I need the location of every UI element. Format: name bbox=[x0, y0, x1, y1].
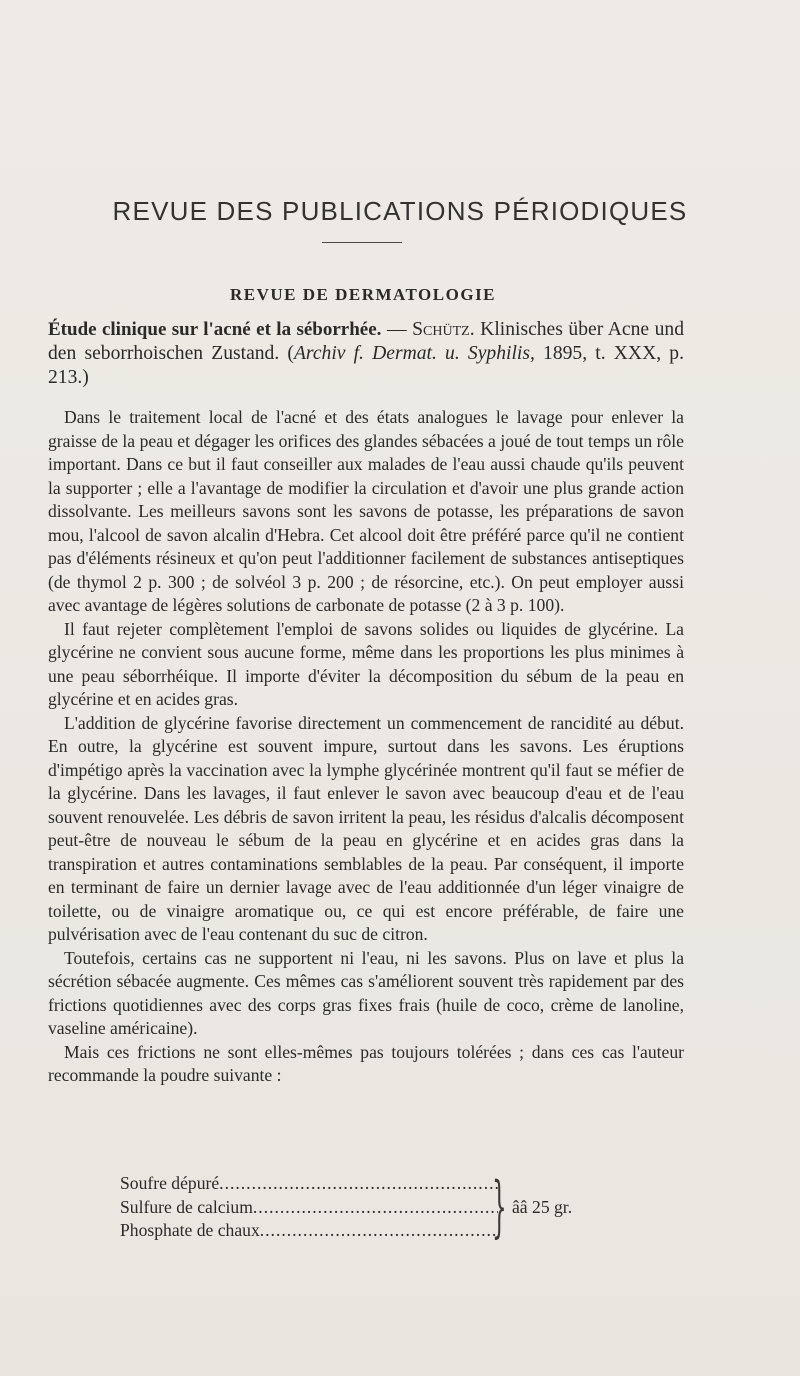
article-author: Schütz. bbox=[412, 319, 475, 340]
section-heading: REVUE DE DERMATOLOGIE bbox=[229, 285, 497, 304]
leader-dots bbox=[219, 1172, 498, 1196]
german-title: Klinisches über Acne und den seborrhoischen Zustand. ( bbox=[48, 319, 685, 364]
prescription-recipe bbox=[120, 1168, 600, 1245]
paragraph-4: Toutefois, certains cas ne supportent ni l'eau, ni les savons. Plus on lave et plus la sécrétion sébacée augmente. Ces mêmes cas s'améliorent souvent très rapidement par des frictions quotidiennes avec des corps gras fixes frais (huile de coco, crème de lanoline, vaseline américaine). bbox=[48, 947, 684, 1038]
article-title: Étude clinique sur l'acné et la séborrhée. bbox=[48, 319, 382, 340]
recipe-item bbox=[120, 1172, 498, 1196]
recipe-item bbox=[120, 1196, 498, 1220]
recipe-item bbox=[120, 1219, 498, 1243]
paragraph-5: Mais ces frictions ne sont elles-mêmes pas toujours tolérées ; dans ces cas l'auteur recommande la poudre suivante : bbox=[48, 1041, 684, 1085]
article-body bbox=[48, 406, 684, 1088]
citation-dash: — bbox=[381, 319, 413, 340]
paragraph-3: L'addition de glycérine favorise directement un commencement de rancidité au début. En outre, la glycérine est souvent impure, surtout dans les savons. Les éruptions d'impétigo après la vaccination avec la lymphe glycérinée montrent qu'il faut se méfier de la glycérine. Dans les lavages, il faut enlever le savon avec beaucoup d'eau et de l'eau souvent renouvelée. Les débris de savon irritent la peau, les résidus d'alcalis décomposent peut-être de nouveau le sébum de la peau en glycérine et en acides gras dans la transpiration et autres contaminations semblables de la peau. Par conséquent, il importe en terminant de faire un dernier lavage avec de l'eau additionnée d'un léger vinaigre de toilette, ou de vinaigre aromatique ou, ce qui est encore préférable, de faire une pulvérisation avec de l'eau contenant du suc de citron. bbox=[48, 712, 684, 944]
paragraph-1: Dans le traitement local de l'acné et des états analogues le lavage pour enlever la graisse de la peau et dégager les orifices des glandes sébacées a joué de tout temps un rôle important. Dans ce but il faut conseiller aux malades de l'eau aussi chaude qu'ils peuvent la supporter ; elle a l'avantage de modifier la circulation et d'avoir une plus grande action dissolvante. Les meilleurs savons sont les savons de potasse, les préparations de savon mou, l'alcool de savon alcalin d'Hebra. Cet alcool doit être préféré parce qu'il ne contient pas d'éléments résineux et qu'on peut l'additionner facilement de substances antiseptiques (de thymol 2 p. 300 ; de solvéol 3 p. 200 ; de résorcine, etc.). On peut employer aussi avec avantage de légères solutions de carbonate de potasse (2 à 3 p. 100). bbox=[48, 407, 684, 615]
recipe-item-name: Sulfure de calcium bbox=[120, 1196, 253, 1217]
leader-dots bbox=[253, 1196, 498, 1220]
recipe-item-name: Soufre dépuré bbox=[120, 1173, 220, 1193]
article-citation bbox=[48, 318, 684, 390]
title-divider bbox=[322, 242, 402, 243]
page-title: REVUE DES PUBLICATIONS PÉRIODIQUES bbox=[112, 196, 688, 226]
journal-reference: 1895, t. XXX, p. 213.) bbox=[48, 343, 684, 388]
recipe-dose: ââ 25 gr. bbox=[512, 1197, 573, 1217]
journal-name: Archiv f. Dermat. u. Syphilis, bbox=[293, 343, 535, 364]
right-brace: } bbox=[492, 1168, 507, 1245]
paragraph-2: Il faut rejeter complètement l'emploi de savons solides ou liquides de glycérine. La glycérine ne convient sous aucune forme, même dans les proportions les plus minimes à une peau séborrhéique. Il importe d'éviter la décomposition du sébum de la peau en glycérine et en acides gras. bbox=[48, 618, 684, 709]
recipe-item-name: Phosphate de chaux bbox=[120, 1220, 260, 1240]
leader-dots bbox=[260, 1219, 498, 1243]
